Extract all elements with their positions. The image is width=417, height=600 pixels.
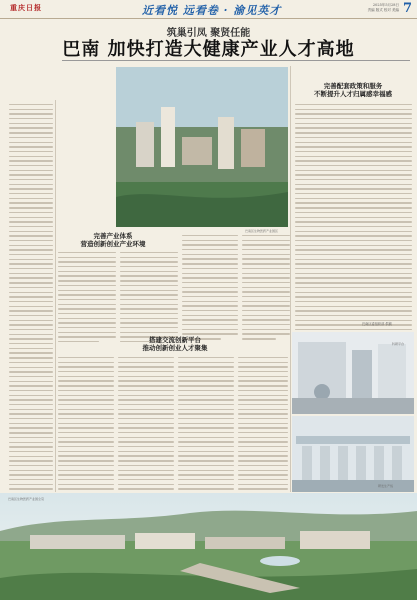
mid-subhead	[58, 232, 168, 248]
lower-subhead-line1: 搭建交流创新平台	[149, 336, 201, 344]
photo-caption-top: 巴南区生物医药产业园区	[245, 229, 279, 233]
right-subhead-line1: 完善配套政策和服务	[323, 82, 383, 90]
photo-caption-2: 研发生产线	[378, 484, 394, 488]
article-kicker: 筑巢引凤 聚贤任能	[166, 28, 251, 39]
newspaper-logo: 重庆日报	[10, 3, 42, 12]
mid-column-d	[242, 235, 290, 343]
page-number: 7	[402, 1, 412, 16]
section-banner: 近看悦 远看卷 · 渝见英才	[142, 4, 282, 17]
lower-subhead	[90, 336, 260, 352]
mid-subhead-line1: 完善产业体系	[93, 232, 133, 240]
page-header	[0, 0, 417, 19]
article-byline: 巴南区委组织部 供稿	[362, 322, 392, 326]
editor-credits: 责编 版式 校对 美编	[367, 8, 399, 12]
mid-column-a	[58, 252, 116, 346]
issue-meta	[368, 3, 399, 13]
column-separator-left	[55, 100, 56, 492]
lower-subhead-line2: 推动创新创业人才聚集	[142, 344, 208, 352]
mid-column-b	[120, 252, 178, 346]
photo-caption-bottom: 巴南区生物医药产业园全景	[8, 497, 45, 501]
industrial-park-panorama	[0, 493, 417, 600]
city-aerial-photo	[116, 67, 288, 227]
left-intro-column	[6, 104, 53, 559]
photo-caption-1: 科研平台	[392, 342, 405, 346]
right-subhead-line2: 不断提升人才归属感幸福感	[314, 90, 392, 98]
column-separator-right	[290, 66, 291, 492]
mid-subhead-line2: 营造创新创业产业环境	[80, 240, 146, 248]
right-subhead	[292, 82, 414, 98]
lab-photo-2	[292, 416, 414, 492]
issue-date: 2025年5月28日	[372, 3, 399, 7]
headline-rule	[62, 60, 410, 61]
article-headline: 巴南 加快打造大健康产业人才高地	[62, 39, 355, 60]
mid-column-c	[182, 235, 238, 343]
